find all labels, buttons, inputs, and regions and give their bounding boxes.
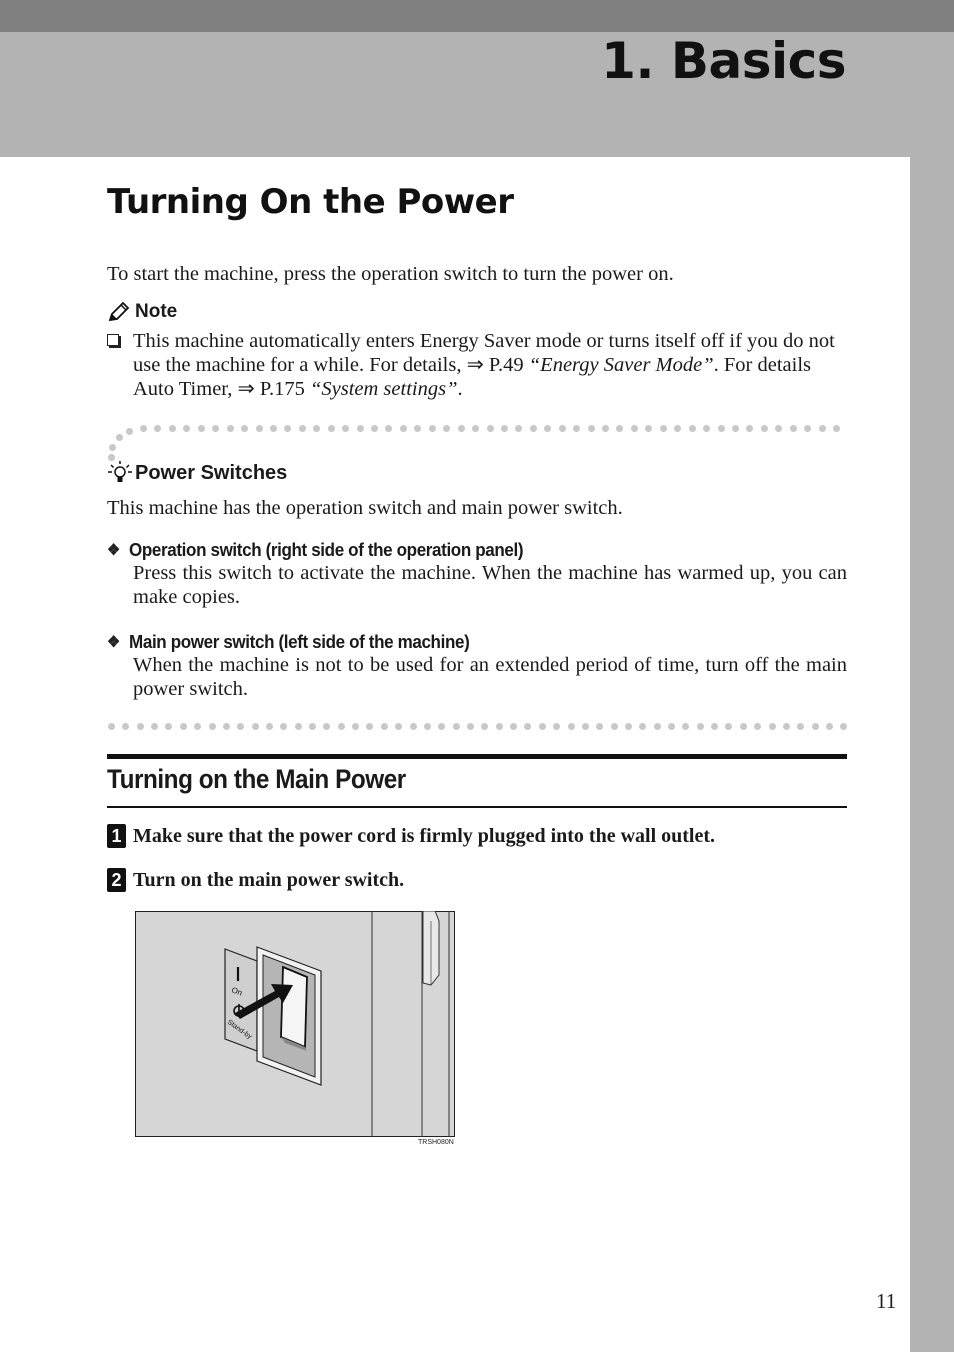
dotted-corner-decoration: [108, 428, 140, 460]
divider-dot: [481, 723, 488, 730]
divider-dot: [352, 723, 359, 730]
divider-dot: [732, 425, 739, 432]
divider-dot: [797, 723, 804, 730]
figure-id: TRSH080N: [418, 1139, 454, 1146]
divider-dot: [616, 425, 623, 432]
divider-dot: [458, 425, 465, 432]
divider-dot: [588, 425, 595, 432]
divider-dot: [299, 425, 306, 432]
divider-dot: [783, 723, 790, 730]
divider-dot: [223, 723, 230, 730]
dotted-divider-bottom: [108, 723, 848, 733]
divider-dot: [510, 723, 517, 730]
divider-dot: [295, 723, 302, 730]
section-intro: To start the machine, press the operation switch to turn the power on.: [107, 263, 674, 285]
main-power-switch-illustration: [135, 911, 455, 1137]
divider-dot: [596, 723, 603, 730]
divider-dot: [309, 723, 316, 730]
divider-dot: [467, 723, 474, 730]
divider-dot: [154, 425, 161, 432]
divider-dot: [395, 723, 402, 730]
divider-dot: [660, 425, 667, 432]
divider-dot: [453, 723, 460, 730]
divider-dot: [515, 425, 522, 432]
divider-dot: [256, 425, 263, 432]
step-2: [107, 868, 404, 892]
subsection-top-rule: [107, 754, 847, 759]
dotted-divider-top: [140, 425, 840, 435]
divider-dot: [631, 425, 638, 432]
divider-dot: [108, 723, 115, 730]
main-power-switch-heading: Main power switch (left side of the machine): [129, 631, 470, 652]
switch-on-label: On: [230, 985, 244, 998]
divider-dot: [544, 425, 551, 432]
divider-dot: [487, 425, 494, 432]
divider-dot: [611, 723, 618, 730]
divider-dot: [645, 425, 652, 432]
divider-dot: [559, 425, 566, 432]
divider-dot: [840, 723, 847, 730]
step-1: [107, 824, 715, 848]
divider-dot: [209, 723, 216, 730]
divider-dot: [443, 425, 450, 432]
note-item: [107, 329, 847, 401]
divider-dot: [711, 723, 718, 730]
divider-dot: [668, 723, 675, 730]
diamond-bullet-icon: ❖: [107, 542, 120, 559]
divider-dot: [754, 723, 761, 730]
divider-dot: [639, 723, 646, 730]
operation-switch-text: Press this switch to activate the machine. When the machine has warmed up, you can make copies.: [133, 562, 847, 608]
divider-dot: [313, 425, 320, 432]
step-text: Turn on the main power switch.: [133, 868, 405, 891]
step-number-badge: 2: [107, 868, 126, 892]
divider-dot: [553, 723, 560, 730]
divider-dot: [689, 425, 696, 432]
divider-dot: [472, 425, 479, 432]
divider-dot: [410, 723, 417, 730]
divider-dot: [165, 723, 172, 730]
divider-dot: [252, 723, 259, 730]
divider-dot: [438, 723, 445, 730]
step-number-badge: 1: [107, 824, 126, 848]
divider-dot: [180, 723, 187, 730]
divider-dot: [654, 723, 661, 730]
divider-dot: [198, 425, 205, 432]
page-number: 11: [876, 1289, 897, 1313]
subsection-title: Turning on the Main Power: [107, 764, 406, 794]
divider-dot: [582, 723, 589, 730]
chapter-title: 1. Basics: [601, 32, 846, 90]
divider-dot: [323, 723, 330, 730]
diamond-bullet-icon: ❖: [107, 634, 120, 651]
divider-dot: [573, 425, 580, 432]
divider-dot: [833, 425, 840, 432]
divider-dot: [227, 425, 234, 432]
divider-dot: [775, 425, 782, 432]
note-text: This machine automatically enters Energy Saver mode or turns itself off if you do not use the machine for a while. For details, ⇒ P.49 “Energy Saver Mode”. For details Auto Timer, ⇒ P.175 “System settings”.: [133, 330, 835, 400]
divider-dot: [761, 425, 768, 432]
header-top-strip: [0, 0, 954, 32]
divider-dot: [328, 425, 335, 432]
divider-dot: [819, 425, 826, 432]
divider-dot: [725, 723, 732, 730]
main-power-switch-item: [107, 631, 847, 701]
lightbulb-icon: [107, 460, 133, 486]
power-switches-label: Power Switches: [135, 461, 288, 484]
power-switches-header: [107, 460, 287, 486]
pencil-icon: [107, 301, 131, 323]
divider-dot: [140, 425, 147, 432]
note-ref-system-settings: “System settings”: [309, 378, 458, 400]
divider-dot: [826, 723, 833, 730]
divider-dot: [746, 425, 753, 432]
divider-dot: [530, 425, 537, 432]
switch-standby-label: Stand-by: [225, 1018, 253, 1041]
note-ref-energy-saver: “Energy Saver Mode”: [528, 354, 714, 376]
divider-dot: [241, 425, 248, 432]
divider-dot: [169, 425, 176, 432]
divider-dot: [381, 723, 388, 730]
section-title: Turning On the Power: [107, 182, 514, 222]
divider-dot: [237, 723, 244, 730]
divider-dot: [151, 723, 158, 730]
divider-dot: [212, 425, 219, 432]
divider-dot: [682, 723, 689, 730]
divider-dot: [266, 723, 273, 730]
divider-dot: [697, 723, 704, 730]
divider-dot: [703, 425, 710, 432]
divider-dot: [385, 425, 392, 432]
divider-dot: [400, 425, 407, 432]
main-power-switch-text: When the machine is not to be used for an extended period of time, turn off the main power switch.: [133, 654, 847, 700]
divider-dot: [280, 723, 287, 730]
checkbox-bullet-icon: [107, 334, 119, 346]
divider-dot: [366, 723, 373, 730]
divider-dot: [602, 425, 609, 432]
step-text: Make sure that the power cord is firmly plugged into the wall outlet.: [133, 824, 716, 847]
power-switches-intro: This machine has the operation switch and main power switch.: [107, 497, 623, 519]
divider-dot: [674, 425, 681, 432]
divider-dot: [769, 723, 776, 730]
divider-dot: [740, 723, 747, 730]
note-header: [107, 301, 177, 323]
divider-dot: [424, 723, 431, 730]
divider-dot: [524, 723, 531, 730]
divider-dot: [429, 425, 436, 432]
divider-dot: [371, 425, 378, 432]
divider-dot: [137, 723, 144, 730]
divider-dot: [812, 723, 819, 730]
side-tab-band: [910, 157, 954, 1352]
divider-dot: [496, 723, 503, 730]
divider-dot: [183, 425, 190, 432]
divider-dot: [539, 723, 546, 730]
operation-switch-item: [107, 539, 847, 609]
divider-dot: [338, 723, 345, 730]
divider-dot: [790, 425, 797, 432]
divider-dot: [194, 723, 201, 730]
divider-dot: [718, 425, 725, 432]
subsection-bottom-rule: [107, 806, 847, 808]
divider-dot: [414, 425, 421, 432]
divider-dot: [284, 425, 291, 432]
divider-dot: [568, 723, 575, 730]
note-label: Note: [135, 301, 178, 322]
divider-dot: [122, 723, 129, 730]
divider-dot: [501, 425, 508, 432]
divider-dot: [357, 425, 364, 432]
divider-dot: [270, 425, 277, 432]
operation-switch-heading: Operation switch (right side of the operation panel): [129, 539, 524, 560]
divider-dot: [804, 425, 811, 432]
divider-dot: [342, 425, 349, 432]
divider-dot: [625, 723, 632, 730]
